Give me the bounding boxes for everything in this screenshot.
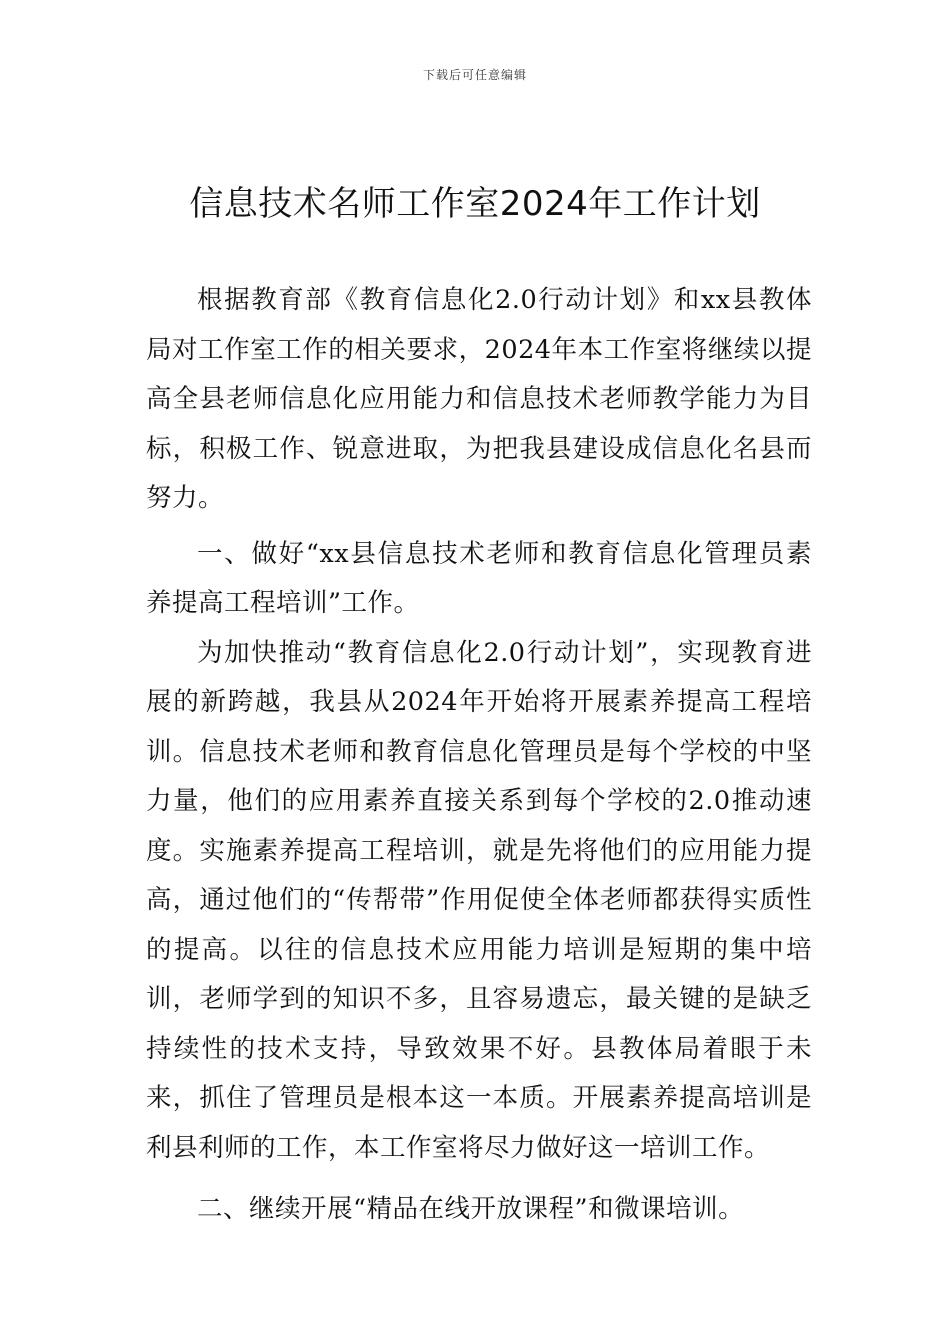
- section-heading-2: 二、继续开展“精品在线开放课程”和微课培训。: [197, 1194, 745, 1224]
- document-title: 信息技术名师工作室2024年工作计划: [189, 184, 761, 224]
- intro-paragraph: 根据教育部《教育信息化2.0行动计划》和xx县教体局对工作室工作的相关要求，2024年本工作室将继续以提高全县老师信息化应用能力和信息技术老师教学能力为目标，积极工作、锐意进取，为把我县建设成信息化名县而努力。: [146, 285, 812, 513]
- section-heading-1: 一、做好“xx县信息技术老师和教育信息化管理员素养提高工程培训”工作。: [146, 538, 812, 618]
- header-note: 下载后可任意编辑: [422, 68, 527, 82]
- section-1-paragraph: 为加快推动“教育信息化2.0行动计划”，实现教育进展的新跨越，我县从2024年开始将开展素养提高工程培训。信息技术老师和教育信息化管理员是每个学校的中坚力量，他们的应用素养直接关系到每个学校的2.0推动速度。实施素养提高工程培训，就是先将他们的应用能力提高，通过他们的“传帮带”作用促使全体老师都获得实质性的提高。以往的信息技术应用能力培训是短期的集中培训，老师学到的知识不多，且容易遗忘，最关键的是缺乏持续性的技术支持，导致效果不好。县教体局着眼于未来，抓住了管理员是根本这一本质。开展素养提高培训是利县利师的工作，本工作室将尽力做好这一培训工作。: [146, 637, 812, 1163]
- document-body: [146, 276, 812, 1235]
